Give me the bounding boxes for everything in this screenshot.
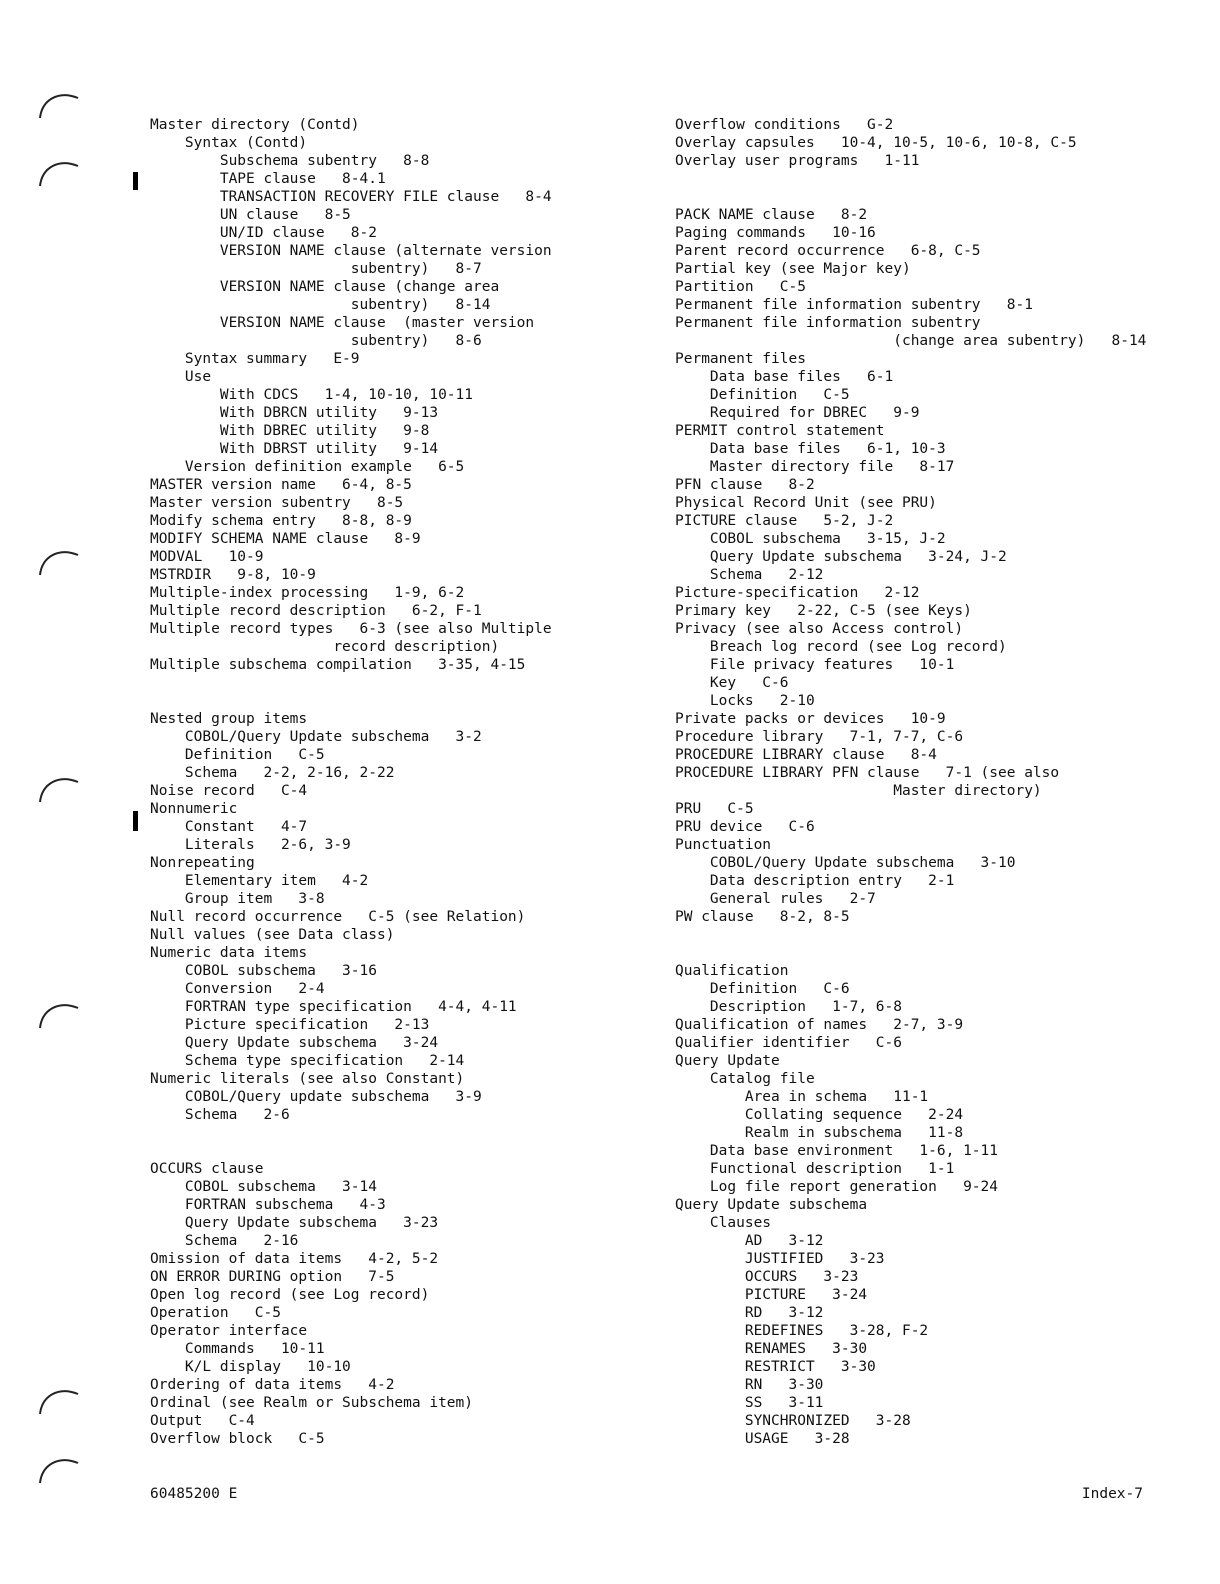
binder-hole-icon	[36, 545, 80, 579]
index-entry: Partial key (see Major key)	[675, 261, 911, 277]
index-entry: Permanent file information subentry 8-1	[675, 297, 1033, 313]
index-entry: FORTRAN subschema 4-3	[150, 1197, 386, 1213]
index-entry: Area in schema 11-1	[675, 1089, 929, 1105]
index-entry: MODIFY SCHEMA NAME clause 8-9	[150, 531, 421, 547]
index-entry: Nonnumeric	[150, 801, 238, 817]
index-entry: SYNCHRONIZED 3-28	[675, 1413, 911, 1429]
index-entry: Syntax (Contd)	[150, 135, 308, 151]
index-entry: VERSION NAME clause (change area	[150, 279, 500, 295]
index-entry: UN clause 8-5	[150, 207, 351, 223]
index-entry: Ordering of data items 4-2	[150, 1377, 395, 1393]
index-entry: Private packs or devices 10-9	[675, 711, 946, 727]
index-entry: Description 1-7, 6-8	[675, 999, 902, 1015]
binder-hole-icon	[36, 88, 80, 122]
index-entry: Data base files 6-1	[675, 369, 894, 385]
index-entry: Master directory file 8-17	[675, 459, 955, 475]
binder-hole-icon	[36, 772, 80, 806]
index-entry: Version definition example 6-5	[150, 459, 465, 475]
index-entry: Noise record C-4	[150, 783, 308, 799]
index-entry: Query Update subschema 3-24, J-2	[675, 549, 1007, 565]
index-entry: UN/ID clause 8-2	[150, 225, 377, 241]
index-entry: PICTURE clause 5-2, J-2	[675, 513, 894, 529]
page-number: Index-7	[1081, 1486, 1143, 1502]
index-entry: Query Update subschema 3-24	[150, 1035, 439, 1051]
index-entry: Ordinal (see Realm or Subschema item)	[150, 1395, 474, 1411]
index-entry: Schema 2-12	[675, 567, 824, 583]
index-column-right	[675, 116, 1210, 1448]
index-entry: Procedure library 7-1, 7-7, C-6	[675, 729, 964, 745]
index-entry: OCCURS 3-23	[675, 1269, 859, 1285]
index-spacer	[675, 170, 1210, 188]
index-entry: Schema 2-6	[150, 1107, 290, 1123]
index-entry: File privacy features 10-1	[675, 657, 955, 673]
index-spacer	[150, 692, 670, 710]
index-entry: Syntax summary E-9	[150, 351, 360, 367]
index-entry: Functional description 1-1	[675, 1161, 955, 1177]
index-spacer	[675, 926, 1210, 944]
index-entry: PFN clause 8-2	[675, 477, 815, 493]
index-entry: PRU device C-6	[675, 819, 815, 835]
index-entry: Clauses	[675, 1215, 772, 1231]
index-entry: AD 3-12	[675, 1233, 824, 1249]
index-entry: ON ERROR DURING option 7-5	[150, 1269, 395, 1285]
document-number: 60485200 E	[150, 1486, 238, 1502]
index-entry: COBOL subschema 3-14	[150, 1179, 377, 1195]
index-entry: OCCURS clause	[150, 1161, 264, 1177]
index-entry: COBOL/Query Update subschema 3-10	[675, 855, 1016, 871]
index-entry: PACK NAME clause 8-2	[675, 207, 868, 223]
index-entry: VERSION NAME clause (master version	[150, 315, 535, 331]
index-entry: Required for DBREC 9-9	[675, 405, 920, 421]
binder-hole-icon	[36, 1384, 80, 1418]
index-entry: Output C-4	[150, 1413, 255, 1429]
index-entry: Numeric data items	[150, 945, 308, 961]
index-entry: Multiple record types 6-3 (see also Multiple	[150, 621, 552, 637]
index-entry: Primary key 2-22, C-5 (see Keys)	[675, 603, 972, 619]
index-entry: COBOL/Query Update subschema 3-2	[150, 729, 482, 745]
index-entry: subentry) 8-7	[150, 261, 482, 277]
index-entry: COBOL subschema 3-15, J-2	[675, 531, 946, 547]
index-entry: Partition C-5	[675, 279, 806, 295]
index-entry: FORTRAN type specification 4-4, 4-11	[150, 999, 517, 1015]
index-entry: REDEFINES 3-28, F-2	[675, 1323, 929, 1339]
change-bar	[133, 811, 138, 831]
index-entry: Qualification	[675, 963, 789, 979]
index-spacer	[675, 944, 1210, 962]
index-entry: Null record occurrence C-5 (see Relation)	[150, 909, 526, 925]
index-entry: Key C-6	[675, 675, 789, 691]
index-entry: VERSION NAME clause (alternate version	[150, 243, 552, 259]
index-entry: Use	[150, 369, 212, 385]
index-entry: Log file report generation 9-24	[675, 1179, 999, 1195]
index-entry: Catalog file	[675, 1071, 815, 1087]
index-entry: Query Update subschema 3-23	[150, 1215, 439, 1231]
index-entry: Locks 2-10	[675, 693, 815, 709]
index-entry: TAPE clause 8-4.1	[150, 171, 386, 187]
index-entry: Modify schema entry 8-8, 8-9	[150, 513, 412, 529]
index-entry: K/L display 10-10	[150, 1359, 351, 1375]
index-entry: Overlay capsules 10-4, 10-5, 10-6, 10-8, C-5	[675, 135, 1077, 151]
binder-hole-icon	[36, 1453, 80, 1487]
index-entry: Master directory)	[675, 783, 1042, 799]
index-entry: Definition C-5	[675, 387, 850, 403]
index-entry: Multiple record description 6-2, F-1	[150, 603, 482, 619]
index-entry: Schema 2-16	[150, 1233, 299, 1249]
index-entry: Picture-specification 2-12	[675, 585, 920, 601]
index-entry: Picture specification 2-13	[150, 1017, 430, 1033]
index-entry: With DBRCN utility 9-13	[150, 405, 439, 421]
index-entry: COBOL/Query update subschema 3-9	[150, 1089, 482, 1105]
index-entry: Definition C-6	[675, 981, 850, 997]
index-entry: Definition C-5	[150, 747, 325, 763]
index-entry: Group item 3-8	[150, 891, 325, 907]
index-entry: PROCEDURE LIBRARY clause 8-4	[675, 747, 937, 763]
index-spacer	[150, 1142, 670, 1160]
index-entry: Conversion 2-4	[150, 981, 325, 997]
index-entry: subentry) 8-6	[150, 333, 482, 349]
index-entry: JUSTIFIED 3-23	[675, 1251, 885, 1267]
index-entry: Permanent files	[675, 351, 806, 367]
index-spacer	[150, 1124, 670, 1142]
index-entry: Omission of data items 4-2, 5-2	[150, 1251, 439, 1267]
index-entry: PW clause 8-2, 8-5	[675, 909, 850, 925]
index-entry: PERMIT control statement	[675, 423, 885, 439]
index-entry: Parent record occurrence 6-8, C-5	[675, 243, 981, 259]
index-entry: Subschema subentry 8-8	[150, 153, 430, 169]
index-entry: RESTRICT 3-30	[675, 1359, 876, 1375]
index-entry: Schema 2-2, 2-16, 2-22	[150, 765, 395, 781]
index-spacer	[675, 188, 1210, 206]
index-entry: Constant 4-7	[150, 819, 308, 835]
index-entry: With DBREC utility 9-8	[150, 423, 430, 439]
index-entry: record description)	[150, 639, 500, 655]
index-entry: Overlay user programs 1-11	[675, 153, 920, 169]
index-entry: Nested group items	[150, 711, 308, 727]
index-entry: subentry) 8-14	[150, 297, 491, 313]
index-entry: Overflow conditions G-2	[675, 117, 894, 133]
index-entry: Multiple subschema compilation 3-35, 4-15	[150, 657, 526, 673]
index-entry: Nonrepeating	[150, 855, 255, 871]
index-entry: Privacy (see also Access control)	[675, 621, 964, 637]
index-entry: PICTURE 3-24	[675, 1287, 868, 1303]
index-entry: USAGE 3-28	[675, 1431, 850, 1447]
index-entry: Realm in subschema 11-8	[675, 1125, 964, 1141]
index-entry: MODVAL 10-9	[150, 549, 264, 565]
binder-hole-icon	[36, 156, 80, 190]
index-entry: With DBRST utility 9-14	[150, 441, 439, 457]
index-entry: Schema type specification 2-14	[150, 1053, 465, 1069]
index-entry: Data base environment 1-6, 1-11	[675, 1143, 999, 1159]
binder-hole-icon	[36, 998, 80, 1032]
index-column-left	[150, 116, 670, 1448]
index-entry: Elementary item 4-2	[150, 873, 369, 889]
index-entry: Commands 10-11	[150, 1341, 325, 1357]
index-entry: MASTER version name 6-4, 8-5	[150, 477, 412, 493]
index-entry: MSTRDIR 9-8, 10-9	[150, 567, 316, 583]
index-entry: Open log record (see Log record)	[150, 1287, 430, 1303]
index-entry: Master version subentry 8-5	[150, 495, 404, 511]
index-spacer	[150, 674, 670, 692]
index-entry: Overflow block C-5	[150, 1431, 325, 1447]
index-entry: COBOL subschema 3-16	[150, 963, 377, 979]
index-entry: Collating sequence 2-24	[675, 1107, 964, 1123]
index-entry: Numeric literals (see also Constant)	[150, 1071, 465, 1087]
index-entry: Breach log record (see Log record)	[675, 639, 1007, 655]
index-entry: Data description entry 2-1	[675, 873, 955, 889]
index-entry: Multiple-index processing 1-9, 6-2	[150, 585, 465, 601]
index-entry: Literals 2-6, 3-9	[150, 837, 351, 853]
index-entry: Operator interface	[150, 1323, 308, 1339]
index-entry: RD 3-12	[675, 1305, 824, 1321]
index-entry: Query Update	[675, 1053, 780, 1069]
index-entry: RENAMES 3-30	[675, 1341, 868, 1357]
index-entry: (change area subentry) 8-14	[675, 333, 1147, 349]
index-entry: Punctuation	[675, 837, 772, 853]
index-entry: Paging commands 10-16	[675, 225, 876, 241]
index-entry: Operation C-5	[150, 1305, 281, 1321]
index-entry: Qualification of names 2-7, 3-9	[675, 1017, 964, 1033]
index-entry: PRU C-5	[675, 801, 754, 817]
index-entry: Query Update subschema	[675, 1197, 868, 1213]
index-entry: Permanent file information subentry	[675, 315, 981, 331]
index-entry: Data base files 6-1, 10-3	[675, 441, 946, 457]
index-entry: TRANSACTION RECOVERY FILE clause 8-4	[150, 189, 552, 205]
index-entry: With CDCS 1-4, 10-10, 10-11	[150, 387, 474, 403]
index-entry: Physical Record Unit (see PRU)	[675, 495, 937, 511]
index-entry: RN 3-30	[675, 1377, 824, 1393]
change-bar	[133, 172, 138, 190]
index-entry: PROCEDURE LIBRARY PFN clause 7-1 (see also	[675, 765, 1060, 781]
index-entry: General rules 2-7	[675, 891, 876, 907]
index-entry: Qualifier identifier C-6	[675, 1035, 902, 1051]
index-entry: Master directory (Contd)	[150, 117, 360, 133]
index-entry: SS 3-11	[675, 1395, 824, 1411]
index-entry: Null values (see Data class)	[150, 927, 395, 943]
